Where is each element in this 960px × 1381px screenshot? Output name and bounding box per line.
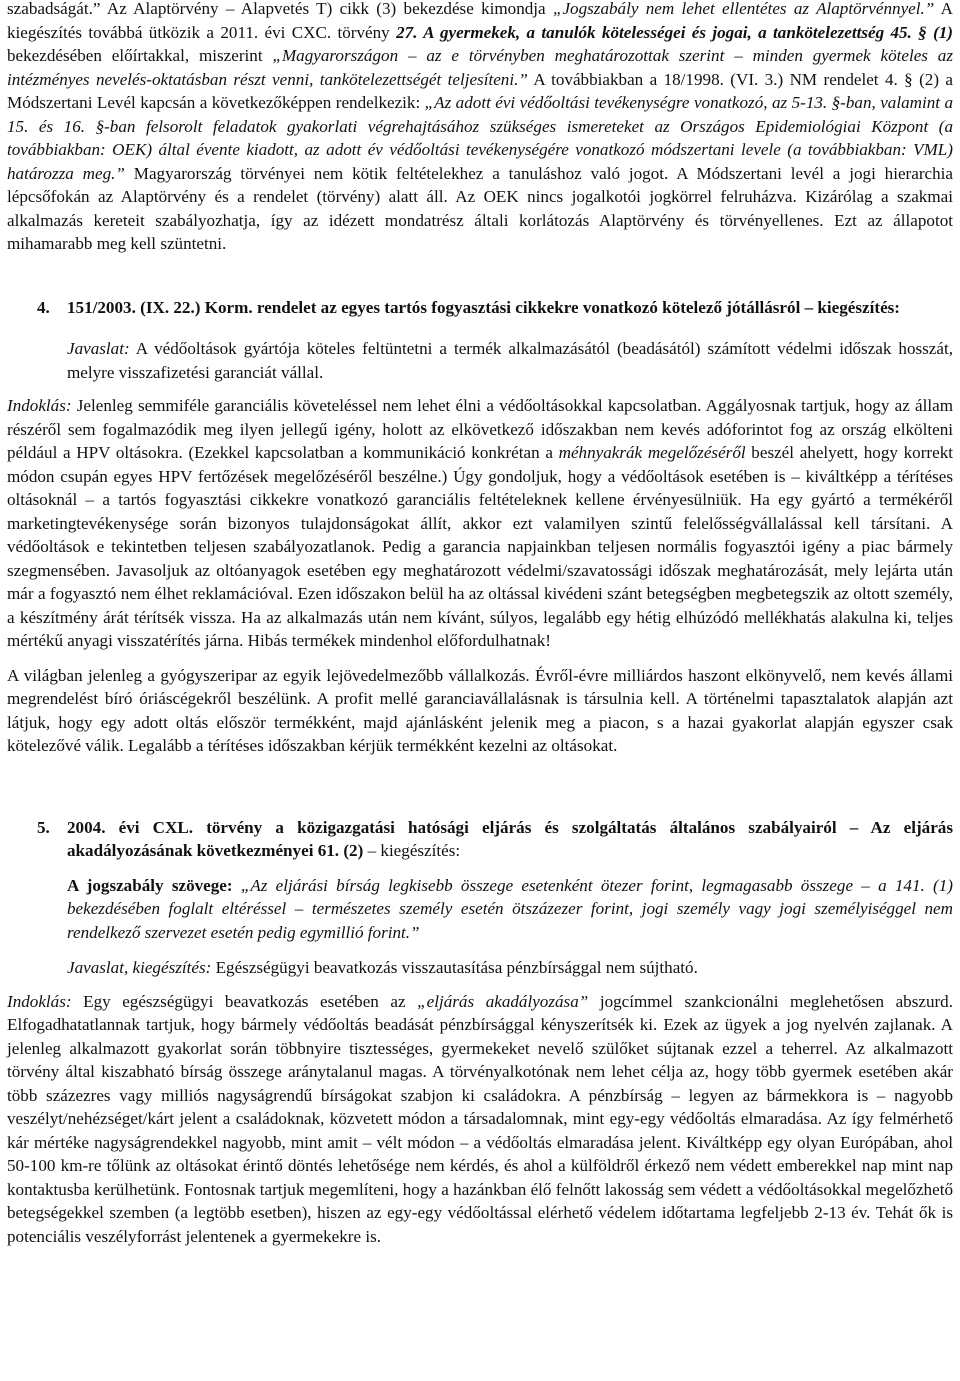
section-5-heading [7, 816, 953, 863]
quote-modszertani-level: „Az adott évi védőoltási tevékenységre vonatkozó, az 5-13. §-ban, valamint a 15. és 16. §-ban felsorolt feladatok gyakorlati végrehajtásához szükséges ismereteket az Országos Epidemiológiai Központ (a továbbiakban: OEK) által évente kiadott, az adott év védőoltási tevékenységére vonatkozó módszertani levele (a továbbiakban: VML) határozza meg.” [7, 93, 953, 183]
quote-alaptorveny: „Jogszabály nem lehet ellentétes az Alaptörvénnyel.” [552, 0, 935, 18]
text-run: szabadságát.” Az Alaptörvény – Alapvetés T) cikk (3) bekezdése kimondja [7, 0, 553, 18]
section-title [67, 816, 953, 863]
section-4-heading [7, 296, 953, 320]
continuation-paragraph [7, 0, 953, 256]
section-5-indoklas [7, 990, 953, 1249]
document-page [7, 0, 953, 1248]
javaslat-label: Javaslat, kiegészítés: [67, 958, 212, 977]
text-run: Egy egészségügyi beavatkozás esetében az [71, 991, 418, 1011]
text-run: A kiegészítés továbbá ütközik a 2011. évi CXC. törvény [7, 0, 953, 42]
section-title: 151/2003. (IX. 22.) Korm. rendelet az egyes tartós fogyasztási cikkekre vonatkozó kötelező jótállásról – kiegészítés: [67, 297, 901, 317]
text-run: Magyarország törvényei nem kötik feltételekhez a tanuláshoz való jogot. A Módszertani levél a jogi hierarchia lépcsőfokán az Alaptörvény és a rendelet (törvény) alatt áll. Az OEK nincs jogalkotói jogkörrel felruházva. Kizárólag a szakmai alkalmazás kereteit szabályozhatja, így az idézett mondatrész általi korlátozás Alaptörvény és törvényellenes. Ezt az állapotot mihamarabb meg kell szüntetni. [7, 163, 954, 253]
emphasis-text: méhnyakrák megelőzéséről [558, 443, 746, 462]
section-4-javaslat [7, 337, 953, 384]
javaslat-text: A védőoltások gyártója köteles feltüntetni a termék alkalmazásától (beadásától) számított védelmi időszak hosszát, melyre visszafizetési garanciát vállal. [67, 339, 953, 382]
indoklas-label: Indoklás: [7, 396, 72, 415]
javaslat-text: Egészségügyi beavatkozás visszautasítása pénzbírsággal nem sújtható. [211, 958, 698, 977]
text-run: jogcímmel szankcionálni meglehetősen abszurd. Elfogadhatatlannak tartjuk, hogy bármely védőoltás beadását pénzbírsággal kényszerítsék ki. Ezek az ügyek a jog nyelvén zajlanak. A jelenleg alkalmazott gyakorlat során többnyire tisztességes, gyermekeket nevelő szülőket sújtanak ezzel a teherrel. Az alkalmazott törvény által kiszabható bírság összege aránytalanul magas. A törvényalkotónak nem lehet célja az, hogy több gyermek esetében akár több százezres vagy milliós nagyságrendű bírságokat szabjon ki családokra. A pénzbírság – legyen az bármekkora is – nagyobb veszélyt/nehézséget/kárt jelent a családoknak, közvetett módon a társadalomnak, mint egy-egy védőoltás elmaradása. Az így felmérhető kár mértéke nagyságrendekkel nagyobb, mint amit – vélt módon – a védőoltás elmaradása jelent. Kiváltképp egy olyan Európában, ahol 50-100 km-re tőlünk az oltásokat érintő döntés lehetősége nem kérdés, és ahol a külföldről érkező nem védett emberekkel nap mint nap kontaktusba kerülhetünk. Fontosnak tartjuk megemlíteni, hogy a hazánkban élő felnőtt lakosság sem védett a védőoltásokkal megelőzhető betegségekkel szemben (a legtöbb esetben), hiszen az egy-egy védőoltással elérhető védelem időtartama legfeljebb 2-13 év. Tehát ők is potenciális veszélyforrást jelentenek a gyermekekre is. [7, 991, 954, 1246]
indoklas-label: Indoklás: [7, 991, 72, 1011]
section-4-paragraph-2: A világban jelenleg a gyógyszeripar az egyik lejövedelmezőbb vállalkozás. Évről-évre milliárdos haszont elkönyvelő, nem kevés állami megrendelést bíró óriáscégekről beszélünk. A profit mellé garanciavállalásnak is társulnia kell. A történelmi tapasztalatok alapján azt látjuk, hogy egy adott oltás először termékként, majd ajánlásként jelenik meg a piacon, s a hazai gyakorlat alapján egyszer csak kötelezővé válik. Legalább a térítéses időszakban kérjük termékként kezelni az oltásokat. [7, 665, 953, 755]
emphasis-text: „eljárás akadályozása” [417, 991, 589, 1011]
section-number: 4. [37, 297, 50, 317]
section-title-rest: – kiegészítés: [363, 841, 461, 860]
quote-tankotelezettseg: „Magyarországon – az e törvényben meghatározottak szerint – minden gyermek köteles az intézményes nevelés-oktatásban részt venni, tankötelezettségét teljesíteni.” [7, 46, 954, 89]
section-title-bold: 2004. évi CXL. törvény a közigazgatási hatósági eljárás és szolgáltatás általános szabályairól – Az eljárás akadályozásának következményei 61. (2) [67, 817, 953, 860]
jogszabaly-label: A jogszabály szövege: [67, 875, 233, 895]
text-run: Jelenleg semmiféle garanciális követeléssel nem lehet élni a védőoltásokkal kapcsolatban. Aggályosnak tartjuk, hogy az állam részéről sem fogalmazódik meg ilyen jellegű igény, holott az elkövetkező időszakban nem kevés adóforintot fog az ország elkölteni például a HPV oltásokra. (Ezekkel kapcsolatban a kommunikáció konkrétan a [7, 396, 953, 462]
section-5-jogszabaly [7, 874, 953, 945]
text-run: A továbbiakban a 18/1998. (VI. 3.) NM rendelet 4. § (2) a Módszertani Levél kapcsán a következőképpen rendelkezik: [7, 69, 953, 112]
section-number: 5. [37, 817, 50, 837]
text-run: beszél ahelyett, hogy korrekt módon csupán egyes HPV fertőzések megelőzéséről beszélne.) Úgy gondoljuk, hogy a védőoltások esetében is – kiváltképp a térítéses oltásoknál – a tartós fogyasztási cikkekre vonatkozó garanciális feltételeknek kellene érvényesülniük. Ha egy gyártó a termékéről marketingtevékenysége során bizonyos tulajdonságokat állít, akkor ezt valamilyen szintű felelősségvállalással kell társítani. A védőoltások e tekintetben teljesen szabályozatlanok. Pedig a garancia napjainkban teljesen normális fogyasztói igény a piac bármely szegmensében. Javasoljuk az oltóanyagok esetében egy meghatározott védelmi/szavatossági időszak meghatározását, mely lejárta után már a fogyasztó nem élhet reklamációval. Ezen időszakon belül ha az oltással kivédeni szánt betegségben megbetegszik az oltott személy, a készítmény árát térítsék vissza. Ha az alkalmazás után nem kívánt, súlyos, legalább egy hétig elhúzódó mellékhatás alakulna ki, teljes mértékű anyagi visszatérítés járna. Hibás termékek mindenhol előfordulhatnak! [7, 443, 953, 650]
javaslat-label: Javaslat: [67, 339, 130, 358]
jogszabaly-quote: „Az eljárási bírság legkisebb összege esetenként ötezer forint, legmagasabb összege – a 141. (1) bekezdésében foglalt eltéréssel – természetes személy esetén ötszázezer forint, jogi személy vagy jogi személyiséggel nem rendelkező szervezet esetén pedig egymillió forint.” [67, 875, 953, 942]
section-5-javaslat [7, 956, 953, 980]
law-section-heading: 27. A gyermekek, a tanulók kötelességei és jogai, a tankötelezettség 45. § (1) [396, 22, 953, 42]
text-run: bekezdésében előírtakkal, miszerint [7, 46, 273, 65]
section-4-indoklas [7, 394, 953, 653]
